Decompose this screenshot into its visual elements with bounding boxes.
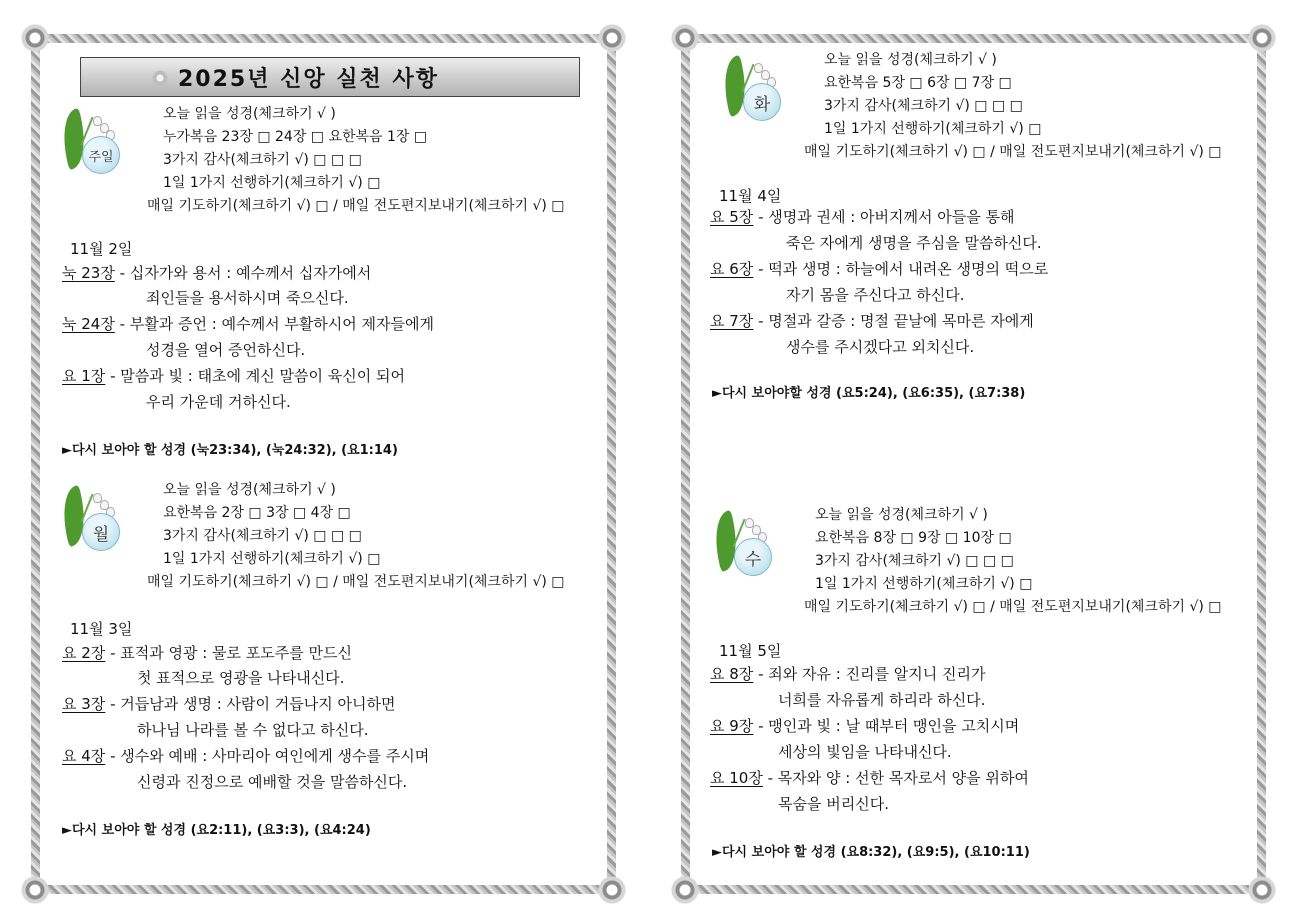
flower-corner-icon bbox=[1245, 21, 1279, 55]
date-label: 11월 5일 bbox=[719, 642, 782, 660]
review-verses: ►다시 보아야 할 성경 (요2:11), (요3:3), (요4:24) bbox=[62, 823, 371, 838]
verse-line bbox=[710, 259, 1048, 279]
chapter-ref: 요 9장 bbox=[710, 717, 754, 735]
verse-line bbox=[710, 311, 1034, 331]
verse-summary-cont: 세상의 빛임을 나타내신다. bbox=[778, 743, 952, 761]
date-label: 11월 2일 bbox=[70, 240, 133, 258]
verse-line bbox=[710, 768, 1029, 788]
verse-summary: - 맹인과 빛 : 날 때부터 맹인을 고치시며 bbox=[753, 717, 1020, 735]
day-badge: 주일 bbox=[82, 136, 120, 174]
chapter-ref: 요 10장 bbox=[710, 769, 763, 787]
flower-corner-icon bbox=[18, 873, 52, 907]
thanks-checklist: 3가지 감사(체크하기 √) □ □ □ bbox=[824, 98, 1023, 114]
chapter-ref: 요 5장 bbox=[710, 208, 754, 226]
thanks-checklist: 3가지 감사(체크하기 √) □ □ □ bbox=[815, 553, 1014, 569]
daily-checklist: 매일 기도하기(체크하기 √) □ / 매일 전도편지보내기(체크하기 √) □ bbox=[804, 599, 1222, 615]
verse-line bbox=[62, 263, 371, 283]
verse-summary-cont: 성경을 열어 증언하신다. bbox=[146, 341, 306, 359]
chapter-ref: 요 8장 bbox=[710, 665, 754, 683]
daily-checklist: 매일 기도하기(체크하기 √) □ / 매일 전도편지보내기(체크하기 √) □ bbox=[147, 574, 565, 590]
chapter-ref: 요 3장 bbox=[62, 695, 106, 713]
verse-summary: - 십자가와 용서 : 예수께서 십자가에서 bbox=[114, 264, 372, 282]
verse-line bbox=[62, 643, 352, 663]
verse-line bbox=[62, 746, 429, 766]
flower-corner-icon bbox=[18, 21, 52, 55]
verse-line bbox=[62, 694, 395, 714]
daily-checklist: 매일 기도하기(체크하기 √) □ / 매일 전도편지보내기(체크하기 √) □ bbox=[147, 198, 565, 214]
lily-emblem-icon bbox=[60, 485, 130, 555]
review-verses: ►다시 보아야할 성경 (요5:24), (요6:35), (요7:38) bbox=[712, 386, 1026, 401]
reading-checklist: 누가복음 23장 □ 24장 □ 요한복음 1장 □ bbox=[163, 129, 428, 145]
flower-corner-icon bbox=[595, 21, 629, 55]
lily-emblem-icon bbox=[721, 55, 791, 125]
thanks-checklist: 3가지 감사(체크하기 √) □ □ □ bbox=[163, 152, 362, 168]
verse-summary-cont: 생수를 주시겠다고 외치신다. bbox=[786, 338, 975, 356]
verse-summary-cont: 죽은 자에게 생명을 주심을 말씀하신다. bbox=[786, 234, 1042, 252]
daily-checklist: 매일 기도하기(체크하기 √) □ / 매일 전도편지보내기(체크하기 √) □ bbox=[804, 144, 1222, 160]
reading-checklist: 요한복음 8장 □ 9장 □ 10장 □ bbox=[815, 530, 1012, 546]
verse-summary: - 죄와 자유 : 진리를 알지니 진리가 bbox=[753, 665, 986, 683]
chapter-ref: 요 1장 bbox=[62, 367, 106, 385]
flower-corner-icon bbox=[668, 873, 702, 907]
reading-checklist: 요한복음 2장 □ 3장 □ 4장 □ bbox=[163, 505, 351, 521]
verse-summary: - 거듭남과 생명 : 사람이 거듭나지 아니하면 bbox=[105, 695, 396, 713]
daisy-icon bbox=[149, 67, 171, 89]
deed-checklist: 1일 1가지 선행하기(체크하기 √) □ bbox=[824, 121, 1042, 137]
thanks-checklist: 3가지 감사(체크하기 √) □ □ □ bbox=[163, 528, 362, 544]
chapter-ref: 요 6장 bbox=[710, 260, 754, 278]
verse-line bbox=[62, 314, 434, 334]
chapter-ref: 요 7장 bbox=[710, 312, 754, 330]
chapter-ref: 눅 23장 bbox=[62, 264, 115, 282]
read-header: 오늘 읽을 성경(체크하기 √ ) bbox=[824, 52, 997, 68]
day-badge: 월 bbox=[82, 513, 120, 551]
verse-summary-cont: 신령과 진정으로 예배할 것을 말씀하신다. bbox=[137, 773, 408, 791]
verse-summary-cont: 첫 표적으로 영광을 나타내신다. bbox=[137, 669, 345, 687]
flower-corner-icon bbox=[1245, 873, 1279, 907]
day-badge: 수 bbox=[734, 538, 772, 576]
right-page-frame bbox=[681, 34, 1266, 894]
chapter-ref: 눅 24장 bbox=[62, 315, 115, 333]
verse-summary-cont: 자기 몸을 주신다고 하신다. bbox=[786, 286, 965, 304]
verse-line bbox=[710, 716, 1019, 736]
verse-summary: - 표적과 영광 : 물로 포도주를 만드신 bbox=[105, 644, 353, 662]
page-title: 2025년 신앙 실천 사항 bbox=[178, 67, 439, 92]
verse-summary: - 생수와 예배 : 사마리아 여인에게 생수를 주시며 bbox=[105, 747, 430, 765]
verse-line bbox=[710, 207, 1015, 227]
verse-summary-cont: 너희를 자유롭게 하리라 하신다. bbox=[778, 691, 986, 709]
verse-summary: - 생명과 권세 : 아버지께서 아들을 통해 bbox=[753, 208, 1015, 226]
read-header: 오늘 읽을 성경(체크하기 √ ) bbox=[163, 482, 336, 498]
verse-summary: - 부활과 증언 : 예수께서 부활하시어 제자들에게 bbox=[114, 315, 434, 333]
reading-checklist: 요한복음 5장 □ 6장 □ 7장 □ bbox=[824, 75, 1012, 91]
verse-summary-cont: 죄인들을 용서하시며 죽으신다. bbox=[146, 289, 349, 307]
verse-summary-cont: 하나님 나라를 볼 수 없다고 하신다. bbox=[137, 721, 369, 739]
deed-checklist: 1일 1가지 선행하기(체크하기 √) □ bbox=[163, 175, 381, 191]
verse-summary-cont: 목숨을 버리신다. bbox=[778, 795, 889, 813]
lily-emblem-icon bbox=[60, 108, 130, 178]
deed-checklist: 1일 1가지 선행하기(체크하기 √) □ bbox=[815, 576, 1033, 592]
verse-line bbox=[710, 664, 986, 684]
flower-corner-icon bbox=[668, 21, 702, 55]
date-label: 11월 4일 bbox=[719, 187, 782, 205]
day-badge: 화 bbox=[743, 83, 781, 121]
flower-corner-icon bbox=[595, 873, 629, 907]
review-verses: ►다시 보아야 할 성경 (눅23:34), (눅24:32), (요1:14) bbox=[62, 443, 398, 458]
verse-summary: - 말씀과 빛 : 태초에 계신 말씀이 육신이 되어 bbox=[105, 367, 406, 385]
review-verses: ►다시 보아야 할 성경 (요8:32), (요9:5), (요10:11) bbox=[712, 845, 1030, 860]
deed-checklist: 1일 1가지 선행하기(체크하기 √) □ bbox=[163, 551, 381, 567]
date-label: 11월 3일 bbox=[70, 620, 133, 638]
verse-summary: - 명절과 갈증 : 명절 끝날에 목마른 자에게 bbox=[753, 312, 1034, 330]
verse-summary: - 떡과 생명 : 하늘에서 내려온 생명의 떡으로 bbox=[753, 260, 1049, 278]
read-header: 오늘 읽을 성경(체크하기 √ ) bbox=[815, 507, 988, 523]
verse-line bbox=[62, 366, 405, 386]
verse-summary-cont: 우리 가운데 거하신다. bbox=[146, 393, 291, 411]
lily-emblem-icon bbox=[712, 510, 782, 580]
chapter-ref: 요 2장 bbox=[62, 644, 106, 662]
read-header: 오늘 읽을 성경(체크하기 √ ) bbox=[163, 106, 336, 122]
chapter-ref: 요 4장 bbox=[62, 747, 106, 765]
verse-summary: - 목자와 양 : 선한 목자로서 양을 위하여 bbox=[762, 769, 1029, 787]
